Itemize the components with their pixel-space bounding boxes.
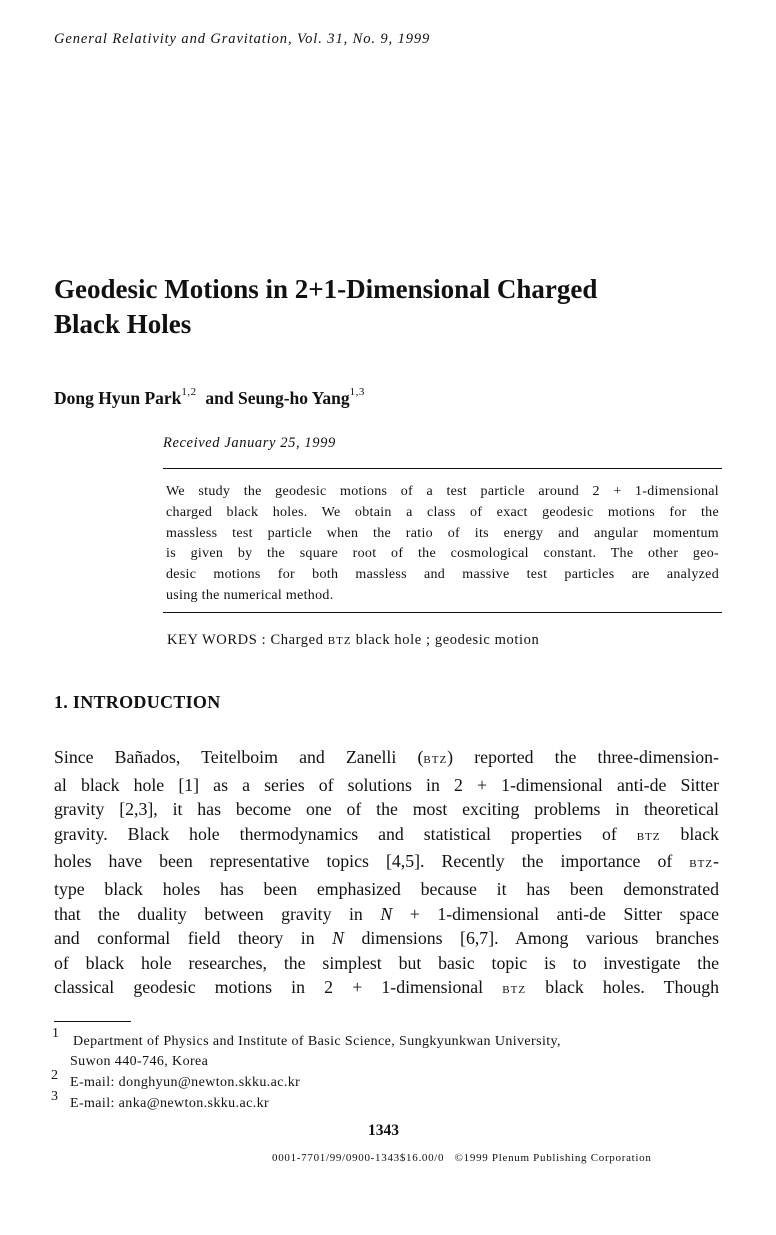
text-run: black bbox=[680, 823, 719, 844]
abstract-line: charged black holes. We obtain a class of exact geodesic motions for the bbox=[166, 504, 719, 520]
author-list bbox=[54, 386, 365, 409]
keywords-label: KEY WORDS : bbox=[167, 632, 267, 648]
body-line: gravity [2,3], it has become one of the most exciting problems in theoretical bbox=[54, 799, 719, 820]
body-line: of black hole researches, the simplest but basic topic is to investigate the bbox=[54, 952, 719, 973]
body-line bbox=[54, 975, 719, 1003]
math-symbol: N bbox=[332, 928, 345, 949]
body-line bbox=[54, 849, 719, 877]
title-line-2: Black Holes bbox=[54, 309, 192, 339]
abstract-line: massless test particle when the ratio of its energy and angular momentum bbox=[166, 525, 719, 541]
btz-acronym: BTZ bbox=[689, 858, 714, 871]
body-line bbox=[54, 745, 719, 773]
abstract-bottom-rule bbox=[163, 612, 722, 613]
btz-acronym: BTZ bbox=[423, 754, 448, 766]
footnote-3-text: E-mail: anka@newton.skku.ac.kr bbox=[70, 1096, 270, 1111]
author-2-affiliation: 1,3 bbox=[349, 386, 365, 398]
keywords-text: Charged bbox=[270, 632, 324, 648]
footnote-2-text: E-mail: donghyun@newton.skku.ac.kr bbox=[70, 1075, 301, 1090]
footnote-rule bbox=[54, 1021, 131, 1022]
text-run: dimensions [6,7]. Among various branches bbox=[361, 928, 719, 949]
text-run: holes have been representative topics [4,5]. Recently the importance of bbox=[54, 851, 673, 872]
keywords-text: black hole ; geodesic motion bbox=[355, 632, 540, 648]
footnote-1-text: Department of Physics and Institute of Basic Science, Sungkyunkwan University, bbox=[73, 1034, 561, 1049]
abstract bbox=[166, 482, 719, 607]
body-line: al black hole [1] as a series of solutions in 2 + 1-dimensional anti-de Sitter bbox=[54, 774, 719, 795]
copyright-symbol: © bbox=[454, 1152, 464, 1164]
footer-copyright: 1999 Plenum Publishing Corporation bbox=[463, 1152, 652, 1164]
footnote-1-text-cont: Suwon 440-746, Korea bbox=[70, 1054, 209, 1069]
body-line bbox=[54, 926, 719, 951]
author-2: Seung-ho Yang bbox=[237, 388, 350, 408]
body-line bbox=[54, 902, 719, 927]
abstract-line: We study the geodesic motions of a test particle around 2 + 1-dimensional bbox=[166, 484, 719, 499]
title-line-1: Geodesic Motions in 2+1-Dimensional Charged bbox=[54, 274, 598, 304]
text-run: Since Bañados, Teitelboim and Zanelli ( bbox=[54, 747, 424, 767]
text-run: black holes. Though bbox=[545, 977, 719, 998]
journal-header: General Relativity and Gravitation, Vol. 31, No. 9, 1999 bbox=[54, 31, 431, 47]
abstract-line: using the numerical method. bbox=[166, 587, 334, 603]
body-text bbox=[54, 745, 719, 1003]
received-date: Received January 25, 1999 bbox=[163, 435, 336, 451]
publication-footer bbox=[272, 1152, 652, 1164]
text-run: and conformal field theory in bbox=[54, 928, 315, 949]
footnote-number: 3 bbox=[51, 1089, 59, 1104]
body-line: type black holes has been emphasized because it has been demonstrated bbox=[54, 878, 719, 899]
footnote-number: 1 bbox=[52, 1026, 60, 1041]
btz-acronym: BTZ bbox=[502, 984, 527, 997]
text-run: that the duality between gravity in bbox=[54, 903, 363, 924]
btz-acronym: BTZ bbox=[636, 830, 661, 843]
author-1-affiliation: 1,2 bbox=[181, 386, 197, 398]
text-run: classical geodesic motions in 2 + 1-dimensional bbox=[54, 977, 484, 998]
keywords bbox=[167, 632, 539, 649]
footer-code: 0001-7701/99/0900-1343$16.00/0 bbox=[272, 1152, 445, 1164]
abstract-line: desic motions for both massless and massive test particles are analyzed bbox=[166, 567, 719, 583]
math-symbol: N bbox=[380, 903, 393, 924]
section-heading: 1. INTRODUCTION bbox=[54, 692, 221, 712]
text-run: - bbox=[713, 851, 719, 872]
footnote-number: 2 bbox=[51, 1068, 59, 1083]
text-run: + 1-dimensional anti-de Sitter space bbox=[409, 903, 719, 924]
abstract-top-rule bbox=[163, 468, 722, 469]
author-1: Dong Hyun Park bbox=[54, 388, 182, 408]
paper-title bbox=[54, 272, 734, 342]
abstract-line: is given by the square root of the cosmological constant. The other geo- bbox=[166, 546, 719, 562]
page-number: 1343 bbox=[368, 1122, 399, 1139]
author-conjunction: and bbox=[205, 388, 234, 408]
text-run: gravity. Black hole thermodynamics and statistical properties of bbox=[54, 823, 617, 844]
keywords-btz: BTZ bbox=[327, 635, 352, 647]
body-line bbox=[54, 822, 719, 850]
text-run: ) reported the three-dimension- bbox=[447, 747, 719, 767]
